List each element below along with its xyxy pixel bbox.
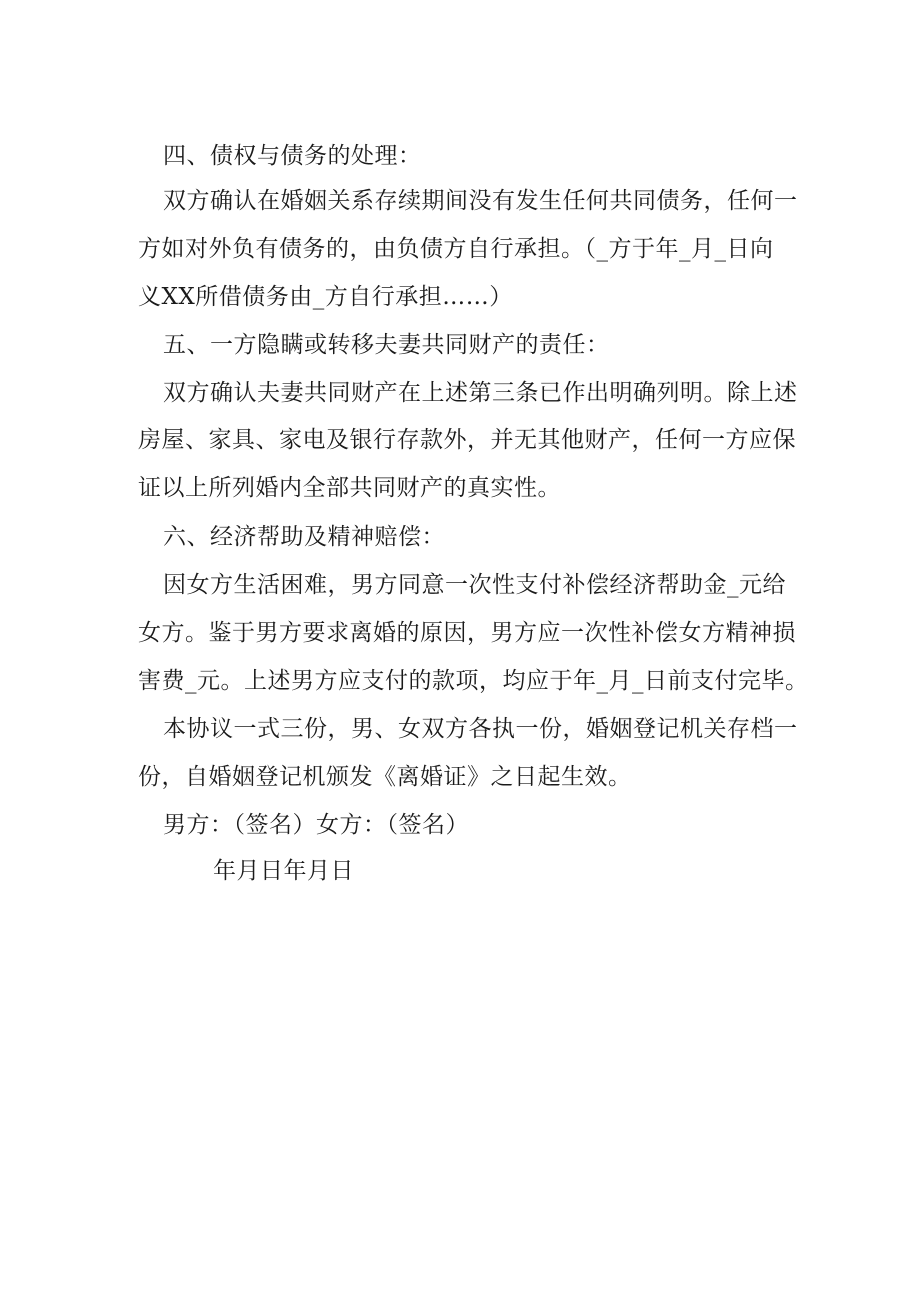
- paragraph-line: 害费_元。上述男方应支付的款项，均应于年_月_日前支付完毕。: [138, 668, 809, 694]
- paragraph-line: 女方。鉴于男方要求离婚的原因，男方应一次性补偿女方精神损: [138, 620, 796, 646]
- paragraph-line: 本协议一式三份，男、女双方各执一份，婚姻登记机关存档一: [163, 716, 798, 742]
- section-heading-debts: 四、债权与债务的处理：: [163, 143, 422, 169]
- paragraph-line: 方如对外负有债务的，由负债方自行承担。（_方于年_月_日向: [138, 236, 774, 262]
- section-heading-compensation: 六、经济帮助及精神赔偿：: [163, 524, 445, 550]
- paragraph-line: 双方确认夫妻共同财产在上述第三条已作出明确列明。除上述: [163, 380, 798, 406]
- paragraph-line: 证以上所列婚内全部共同财产的真实性。: [138, 475, 561, 501]
- signature-line: 男方：（签名）女方：（签名）: [163, 812, 469, 838]
- paragraph-line: 房屋、家具、家电及银行存款外，并无其他财产，任何一方应保: [138, 427, 796, 453]
- paragraph-line: 因女方生活困难，男方同意一次性支付补偿经济帮助金_元给: [163, 572, 786, 598]
- paragraph-line: 义XX所借债务由_方自行承担……）: [138, 284, 513, 310]
- paragraph-line: 份，自婚姻登记机颁发《离婚证》之日起生效。: [138, 764, 632, 790]
- paragraph-line: 双方确认在婚姻关系存续期间没有发生任何共同债务，任何一: [163, 188, 798, 214]
- section-heading-concealment: 五、一方隐瞒或转移夫妻共同财产的责任：: [163, 332, 610, 358]
- date-line: 年月日年月日: [213, 858, 354, 884]
